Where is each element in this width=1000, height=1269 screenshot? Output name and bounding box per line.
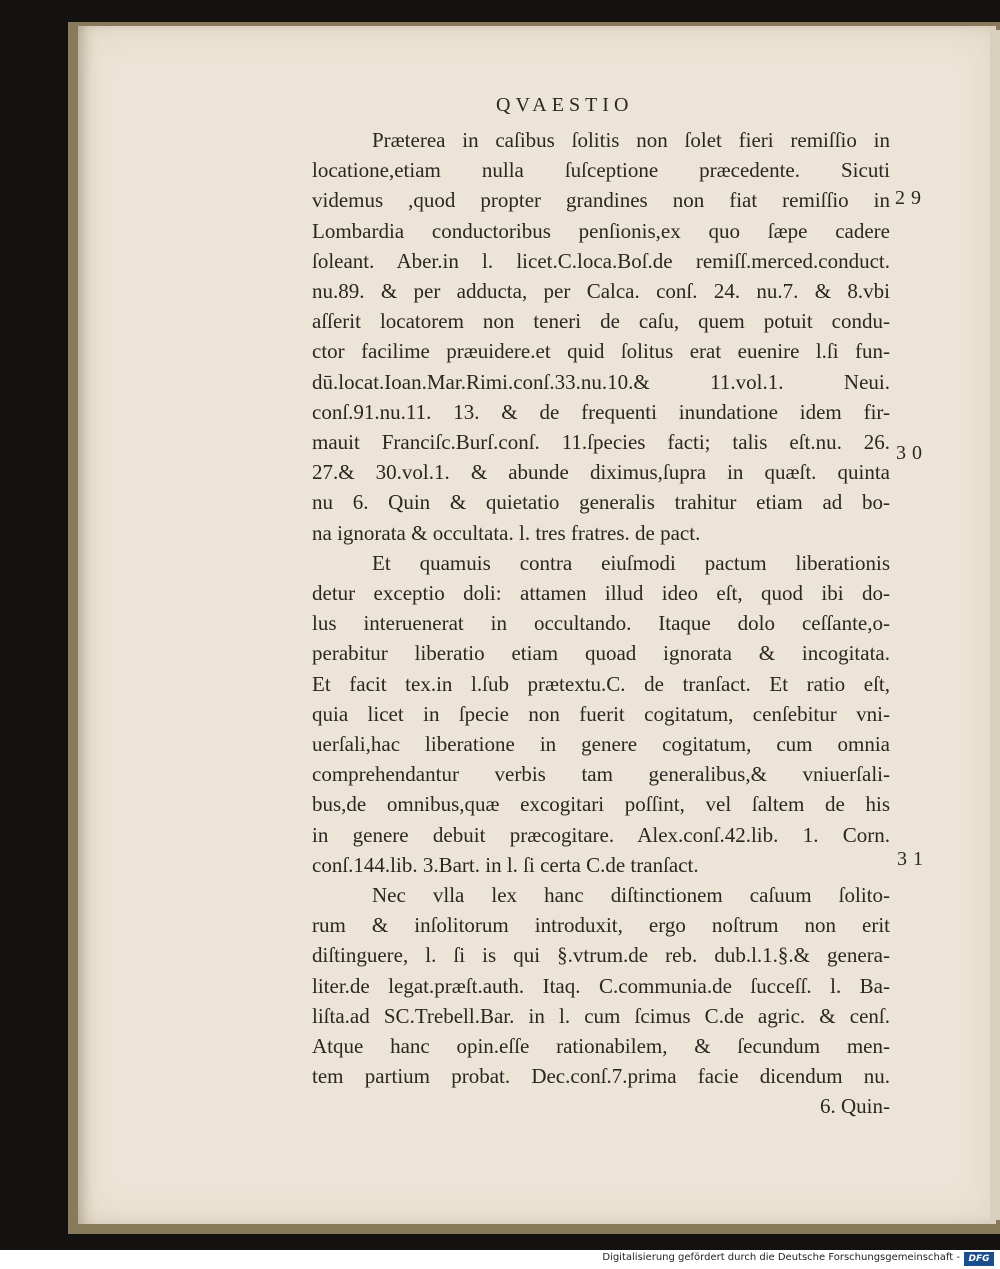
text-line: Lombardia conductoribus penſionis,ex quo ſæpe cadere (312, 218, 890, 243)
text-line: 27.& 30.vol.1. & abunde diximus,ſupra in quæſt. quinta (312, 460, 890, 485)
text-line: nu.89. & per adducta, per Calca. conſ. 24. nu.7. & 8.vbi (312, 279, 890, 303)
text-line: diſtinguere, l. ſi is qui §.vtrum.de reb. dub.l.1.§.& genera- (312, 943, 890, 968)
text-line: quia licet in ſpecie non fuerit cogitatum, cenſebitur vni- (312, 701, 890, 726)
text-line: Præterea in caſibus ſolitis non ſolet fieri remiſſio in (372, 128, 890, 152)
text-line: in genere debuit præcogitare. Alex.conſ.42.lib. 1. Corn. (312, 822, 890, 847)
text-line: dū.locat.Ioan.Mar.Rimi.conſ.33.nu.10.& 11.vol.1. Neui. (312, 369, 890, 394)
dfg-logo-icon: DFG (964, 1252, 994, 1266)
text-line: Nec vlla lex hanc diſtinctionem caſuum ſolito- (372, 883, 890, 907)
text-line: liter.de legat.præſt.auth. Itaq. C.communia.de ſucceſſ. l. Ba- (312, 973, 890, 998)
text-line: ſoleant. Aber.in l. licet.C.loca.Boſ.de remiſſ.merced.conduct. (312, 248, 890, 273)
text-line: 6. Quin- (820, 1094, 890, 1119)
footer-bar (0, 1250, 1000, 1269)
margin-number: 31 (897, 848, 929, 870)
text-line: videmus ,quod propter grandines non fiat remiſſio in (312, 188, 890, 213)
text-line: Et quamuis contra eiuſmodi pactum liberationis (372, 550, 890, 575)
text-line: conſ.91.nu.11. 13. & de frequenti inundatione idem fir- (312, 399, 890, 424)
text-line: aſſerit locatorem non teneri de caſu, quem potuit condu- (312, 309, 890, 334)
text-line: conſ.144.lib. 3.Bart. in l. ſi certa C.de tranſact. (312, 852, 699, 877)
text-line: rum & inſolitorum introduxit, ergo noſtrum non erit (312, 913, 890, 938)
text-line: mauit Franciſc.Burſ.conſ. 11.ſpecies facti; talis eſt.nu. 26. (312, 430, 890, 454)
text-line: ctor facilime præuidere.et quid ſolitus erat euenire l.ſi fun- (312, 339, 890, 364)
margin-number: 29 (895, 187, 927, 209)
text-line: uerſali,hac liberatione in genere cogitatum, cum omnia (312, 732, 890, 756)
text-line: detur exceptio doli: attamen illud ideo eſt, quod ibi do- (312, 581, 890, 605)
text-line: comprehendantur verbis tam generalibus,& vniuerſali- (312, 762, 890, 787)
text-line: liſta.ad SC.Trebell.Bar. in l. cum ſcimus C.de agric. & cenſ. (312, 1003, 890, 1028)
text-line: perabitur liberatio etiam quoad ignorata & incogitata. (312, 641, 890, 666)
footer-credit: Digitalisierung gefördert durch die Deutsche Forschungsgemeinschaft - (602, 1252, 960, 1263)
running-title: QVAESTIO (496, 94, 634, 116)
text-line: bus,de omnibus,quæ excogitari poſſint, vel ſaltem de his (312, 792, 890, 817)
text-line: tem partium probat. Dec.conſ.7.prima facie dicendum nu. (312, 1064, 890, 1089)
text-line: Atque hanc opin.eſſe rationabilem, & ſecundum men- (312, 1034, 890, 1058)
text-line: nu 6. Quin & quietatio generalis trahitur etiam ad bo- (312, 490, 890, 515)
margin-number: 30 (896, 442, 928, 464)
text-line: lus interuenerat in occultando. Itaque dolo ceſſante,o- (312, 611, 890, 636)
text-line: Et facit tex.in l.ſub prætextu.C. de tranſact. Et ratio eſt, (312, 671, 890, 696)
text-line: na ignorata & occultata. l. tres fratres. de pact. (312, 520, 701, 545)
text-line: locatione,etiam nulla ſuſceptione præcedente. Sicuti (312, 158, 890, 183)
